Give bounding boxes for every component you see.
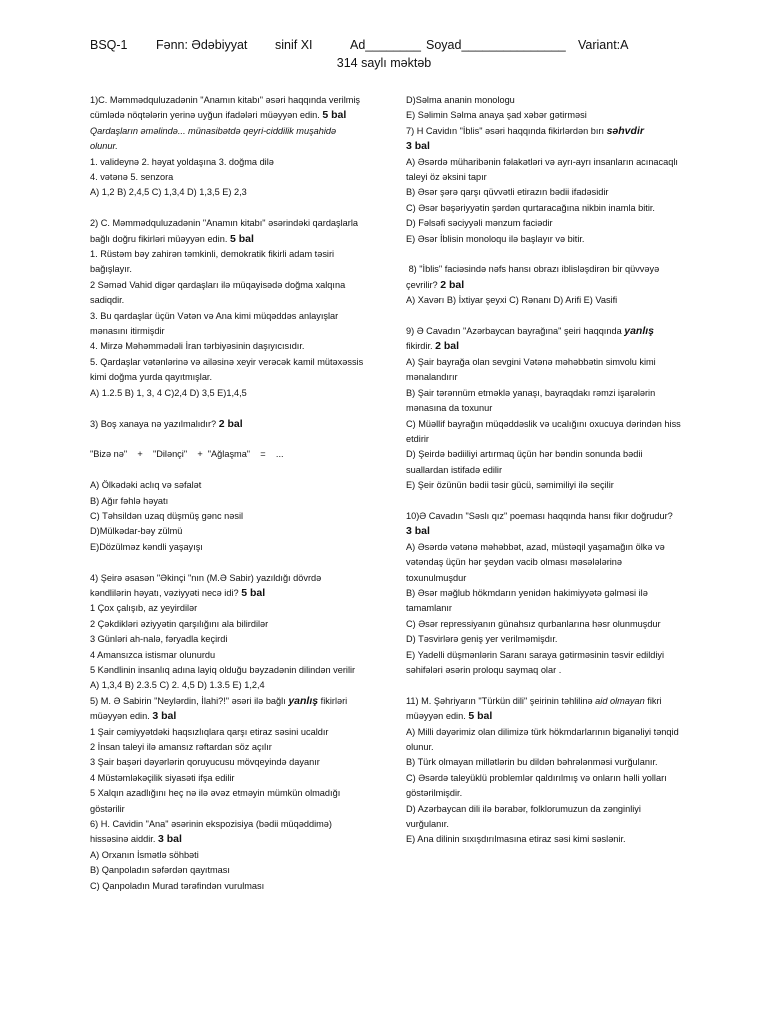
question-3: [90, 417, 365, 556]
answer-option: B) Əsər məğlub hökmdarın yenidən hakimiyyətə gəlməsi ilə tamamlanır: [406, 587, 648, 614]
answer-option: A) Şair bayrağa olan sevgini Vətənə məhəbbətin simvolu kimi mənalandırır: [406, 356, 656, 383]
subject-label: Fənn: Ədəbiyyat: [156, 38, 248, 52]
answer-option: D) Fəlsəfi səciyyəli mənzum faciədir: [406, 218, 553, 229]
question-item: 2 Səməd Vahid digər qardaşları ilə müqayisədə doğma xalqına sadiqdir.: [90, 279, 346, 306]
question-item: 4 Amansızca istismar olunurdu: [90, 649, 216, 660]
answer-option: C) Əsərdə taleyüklü problemlər qaldırılmış və onların həlli yolları göstərilmişdir.: [406, 772, 667, 799]
surname-field: Soyad_______________: [426, 38, 566, 52]
answer-option: B) Qanpoladın səfərdən qayıtması: [90, 865, 230, 876]
answer-option: C) Təhsildən uzaq düşmüş gənc nəsil: [90, 510, 244, 521]
question-item: 3. Bu qardaşlar üçün Vətən və Ana kimi müqəddəs anlayışlar mənasını itirmişdir: [90, 310, 339, 337]
answer-options: A) 1,3,4 B) 2.3.5 C) 2. 4,5 D) 1.3.5 E) 1,2,4: [90, 680, 265, 691]
question-11: [406, 694, 681, 848]
answer-option: C) Əsər bəşəriyyətin şərdən qurtaracağına nikbin inamla bitir.: [406, 202, 655, 213]
question-7: [406, 124, 681, 247]
question-6-continued: [406, 93, 681, 124]
answer-option: A) Ölkədəki aclıq və səfalət: [90, 480, 202, 491]
question-2: [90, 216, 365, 401]
question-item: 5 Kəndlinin insanlıq adına layiq olduğu bəyzadənin dilindən verilir: [90, 664, 356, 675]
answer-option: B) Türk olmayan millətlərin bu dildən bəhrələnməsi vurğulanır.: [406, 757, 658, 768]
question-text: 9) Ə Cavadın "Azərbaycan bayrağına" şeiri haqqında yanlış fikirdir. 2 bal: [406, 325, 655, 353]
question-text: 10)Ə Cavadın "Səslı qız" poeması haqqında hansı fikır doğrudur? 3 bal: [406, 510, 673, 538]
answer-option: E) Səlimin Səlma anaya şad xəbər gətirməsi: [406, 110, 587, 121]
question-4: [90, 571, 365, 694]
question-item: 3 Şair başəri dəyərlərin qoruyucusu mövqeyində dayanır: [90, 757, 320, 768]
question-item: 4. Mirzə Məhəmmədəli İran tərbiyəsinin daşıyıcısıdır.: [90, 341, 305, 352]
answer-options: A) 1,2 B) 2,4,5 C) 1,3,4 D) 1,3,5 E) 2,3: [90, 187, 247, 198]
answer-option: A) Orxanın İsmətlə söhbəti: [90, 849, 199, 860]
question-quote: Qardaşların əməlində... münasibətdə qeyri-ciddilik muşahidə olunur.: [90, 125, 337, 152]
answer-option: E) Ana dilinin sıxışdırılmasına etiraz səsi kimi səslənir.: [406, 834, 626, 845]
answer-option: E) Yadelli düşmənlərin Saranı saraya gətirməsinin təsvir edildiyi səhifələri əsərin proloqu saymaq olar .: [406, 649, 665, 675]
answer-option: A) Milli dəyərimiz olan dilimizə türk hökmdarlarının biganəliyi tənqid olunur.: [406, 726, 679, 752]
answer-option: B) Ağır fəhlə həyatı: [90, 495, 169, 506]
question-item: 1. Rüstəm bəy zahirən təmkinli, demokratik fikirli adam təsiri bağışlayır.: [90, 249, 335, 275]
school-label: 314 saylı məktəb: [336, 56, 432, 70]
question-text: 7) H Cavidın "İblis" əsəri haqqında fikirlərdən bırı səhvdir 3 bal: [406, 124, 644, 153]
answer-option: C) Müəllif bayrağın müqəddəslik və ucalığını oxucuya dərindən hiss etdirir: [406, 418, 681, 444]
answer-option: D) Azərbaycan dili ilə bərabər, folklorumuzun da zənginliyi vurğulanır.: [406, 803, 641, 830]
answer-option: A) Əsərdə müharibənin fəlakətləri və ayrı-ayrı insanların acınacaqlı taleyi öz əksini tapır: [406, 156, 678, 183]
answer-option: B) Əsər şərə qarşı qüvvətli etirazın bədii ifadəsidir: [406, 187, 609, 198]
question-10: [406, 509, 681, 678]
question-text: 1)C. Məmmədquluzadənin "Anamın kitabı" əsəri haqqında verilmiş cümlədə nöqtələrin yerinə uyğun ifadələri müəyyən edin. 5 bal: [90, 95, 361, 122]
answer-option: E) Şeir özünün bədii təsir gücü, səmimiliyi ilə seçilir: [406, 480, 614, 491]
answer-option: B) Şair tərənnüm etməklə yanaşı, bayraqdakı rəmzi işarələrin mənasına da toxunur: [406, 387, 656, 414]
exam-code: BSQ-1: [90, 38, 128, 52]
question-9: [406, 324, 681, 493]
variant-label: Variant:A: [578, 38, 629, 52]
answer-option: E) Əsər İblisin monoloqu ilə başlayır və bitir.: [406, 233, 585, 244]
answer-option: C) Əsər repressiyanın günahsız qurbanlarına həsr olunmuşdur: [406, 618, 661, 629]
question-text: 11) M. Şəhriyarın "Türkün dili" şeirinin təhlilinə aid olmayan fikri müəyyən edin. 5 bal: [406, 695, 662, 723]
question-item: 4 Müstəmləkəçilik siyasəti ifşa edilir: [90, 772, 235, 783]
question-item: 5 Xalqın azadlığını heç nə ilə əvəz etməyin mümkün olmadığı göstərilir: [90, 788, 341, 814]
question-5: [90, 694, 365, 817]
question-text: 5) M. Ə Sabirin "Neylərdin, İlahi?!" əsəri ilə bağlı yanlış fikirləri müəyyən edin. 3 bal: [90, 694, 348, 723]
question-8: [406, 262, 681, 308]
answer-option: E)Dözülməz kəndli yaşayışı: [90, 541, 203, 552]
question-text: 6) H. Cavidin "Ana" əsərinin ekspozisiya (bədii müqəddimə) hissəsinə aiddir. 3 bal: [90, 819, 332, 846]
exam-header: [0, 36, 768, 72]
question-item: 1 Çox çalışıb, az yeyirdilər: [90, 603, 198, 614]
question-6: [90, 817, 365, 894]
question-item: 1 Şair cəmiyyətdəki haqsızlıqlara qarşı etiraz səsini ucaldır: [90, 726, 329, 737]
question-item: 2 İnsan taleyi ilə amansız rəftardan söz açılır: [90, 741, 272, 752]
question-item: 1. valideynə 2. həyat yoldaşına 3. doğma dilə: [90, 156, 274, 167]
answer-option: D)Səlma ananin monologu: [406, 95, 515, 105]
answer-option: C) Qanpoladın Murad tərəfindən vurulması: [90, 880, 265, 891]
answer-options: A) Xavərı B) İxtiyar şeyxi C) Rənanı D) Arifi E) Vasifi: [406, 295, 618, 306]
answer-option: A) Əsərdə vətənə məhəbbət, azad, müstəqil yaşamağın ölkə və vətəndaş üçün hər şeydən vacib olması məsələlərinə toxunulmuşdur: [406, 541, 665, 583]
question-item: 2 Çəkdikləri əziyyətin qarşılığını ala bilirdilər: [90, 618, 269, 629]
question-text: 8) "İblis" faciəsində nəfs hansı obrazı iblisləşdirən bir qüvvəyə çevrilir? 2 bal: [406, 264, 660, 291]
answer-option: D) Təsvirlərə geniş yer verilməmişdır.: [406, 634, 558, 645]
grade-label: sinif XI: [275, 38, 313, 52]
right-column: [406, 93, 681, 848]
question-text: 4) Şeirə əsasən "Əkinçi "nın (M.Ə Sabir) yazıldığı dövrdə kəndlilərin həyatı, vəziyyəti necə idi? 5 bal: [90, 572, 322, 599]
name-field: Ad________: [350, 38, 421, 52]
answer-option: D) Şeirdə bədiiliyi artırmaq üçün hər bəndin sonunda bədii suallardan istifadə edilir: [406, 449, 643, 475]
question-item: 3 Günləri ah-nalə, fəryadla keçirdi: [90, 634, 228, 645]
question-item: 4. vətənə 5. senzora: [90, 172, 174, 183]
question-equation: "Bizə nə" + "Dilənçi" + "Ağlaşma" = ...: [90, 449, 284, 460]
question-text: 3) Boş xanaya nə yazılmalıdır? 2 bal: [90, 417, 243, 430]
question-1: [90, 93, 365, 201]
question-text: 2) C. Məmmədquluzadənin "Anamın kitabı" əsərindəki qardaşlarla bağlı doğru fikirləri müəyyən edin. 5 bal: [90, 218, 358, 245]
answer-option: D)Mülkədar-bəy zülmü: [90, 526, 183, 537]
question-item: 5. Qardaşlar vətənlərinə və ailəsinə xeyir verəcək kamil mütəxəssis kimi doğma yurda qayıtmışlar.: [90, 356, 364, 383]
left-column: [90, 93, 365, 894]
answer-options: A) 1.2.5 B) 1, 3, 4 C)2,4 D) 3,5 E)1,4,5: [90, 387, 247, 398]
